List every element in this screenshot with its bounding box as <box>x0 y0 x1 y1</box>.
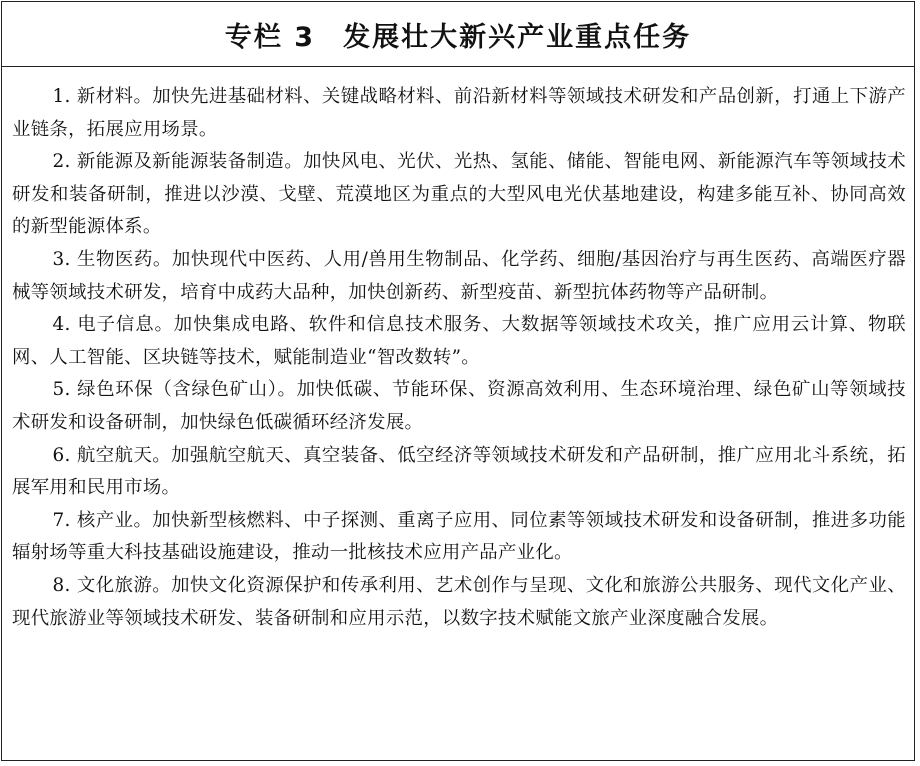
item-number: 1. <box>52 86 77 107</box>
list-item <box>12 505 906 570</box>
list-item <box>12 374 906 439</box>
list-item <box>12 81 906 146</box>
item-text: 绿色环保（含绿色矿山）。加快低碳、节能环保、资源高效利用、生态环境治理、绿色矿山等领域技术研发和设备研制，加快绿色低碳循环经济发展。 <box>12 379 906 433</box>
list-item <box>12 440 906 505</box>
item-number: 3. <box>52 248 78 270</box>
list-item <box>12 146 906 244</box>
list-item <box>12 309 906 374</box>
column-body <box>12 81 906 635</box>
item-number: 5. <box>52 379 78 401</box>
list-item <box>12 570 906 635</box>
item-text: 生物医药。加快现代中医药、人用/兽用生物制品、化学药、细胞/基因治疗与再生医药、高端医疗器械等领域技术研发，培育中成药大品种，加快创新药、新型疫苗、新型抗体药物等产品研制。 <box>12 248 906 303</box>
column-label: 专栏 3 <box>224 21 316 53</box>
item-number: 4. <box>52 314 78 336</box>
item-text: 航空航天。加强航空航天、真空装备、低空经济等领域技术研发和产品研制，推广应用北斗系统，拓展军用和民用市场。 <box>12 444 906 499</box>
column-heading: 发展壮大新兴产业重点任务 <box>343 21 692 53</box>
list-item <box>12 244 906 309</box>
column-title <box>225 15 691 54</box>
item-number: 8. <box>52 574 77 596</box>
title-bar <box>2 2 914 67</box>
item-text: 核产业。加快新型核燃料、中子探测、重离子应用、同位素等领域技术研发和设备研制，推进多功能辐射场等重大科技基础设施建设，推动一批核技术应用产品产业化。 <box>12 509 906 564</box>
item-text: 新材料。加快先进基础材料、关键战略材料、前沿新材料等领域技术研发和产品创新，打通上下游产业链条，拓展应用场景。 <box>12 86 906 140</box>
item-number: 2. <box>52 151 77 173</box>
item-text: 电子信息。加快集成电路、软件和信息技术服务、大数据等领域技术攻关，推广应用云计算、物联网、人工智能、区块链等技术，赋能制造业“智改数转”。 <box>12 314 906 368</box>
item-text: 新能源及新能源装备制造。加快风电、光伏、光热、氢能、储能、智能电网、新能源汽车等领域技术研发和装备研制，推进以沙漠、戈壁、荒漠地区为重点的大型风电光伏基地建设，构建多能互补、协同高效的新型能源体系。 <box>12 151 906 238</box>
item-number: 7. <box>52 509 77 531</box>
item-number: 6. <box>52 444 77 466</box>
item-text: 文化旅游。加快文化资源保护和传承利用、艺术创作与呈现、文化和旅游公共服务、现代文化产业、现代旅游业等领域技术研发、装备研制和应用示范，以数字技术赋能文旅产业深度融合发展。 <box>12 574 906 629</box>
column-box <box>1 1 915 761</box>
